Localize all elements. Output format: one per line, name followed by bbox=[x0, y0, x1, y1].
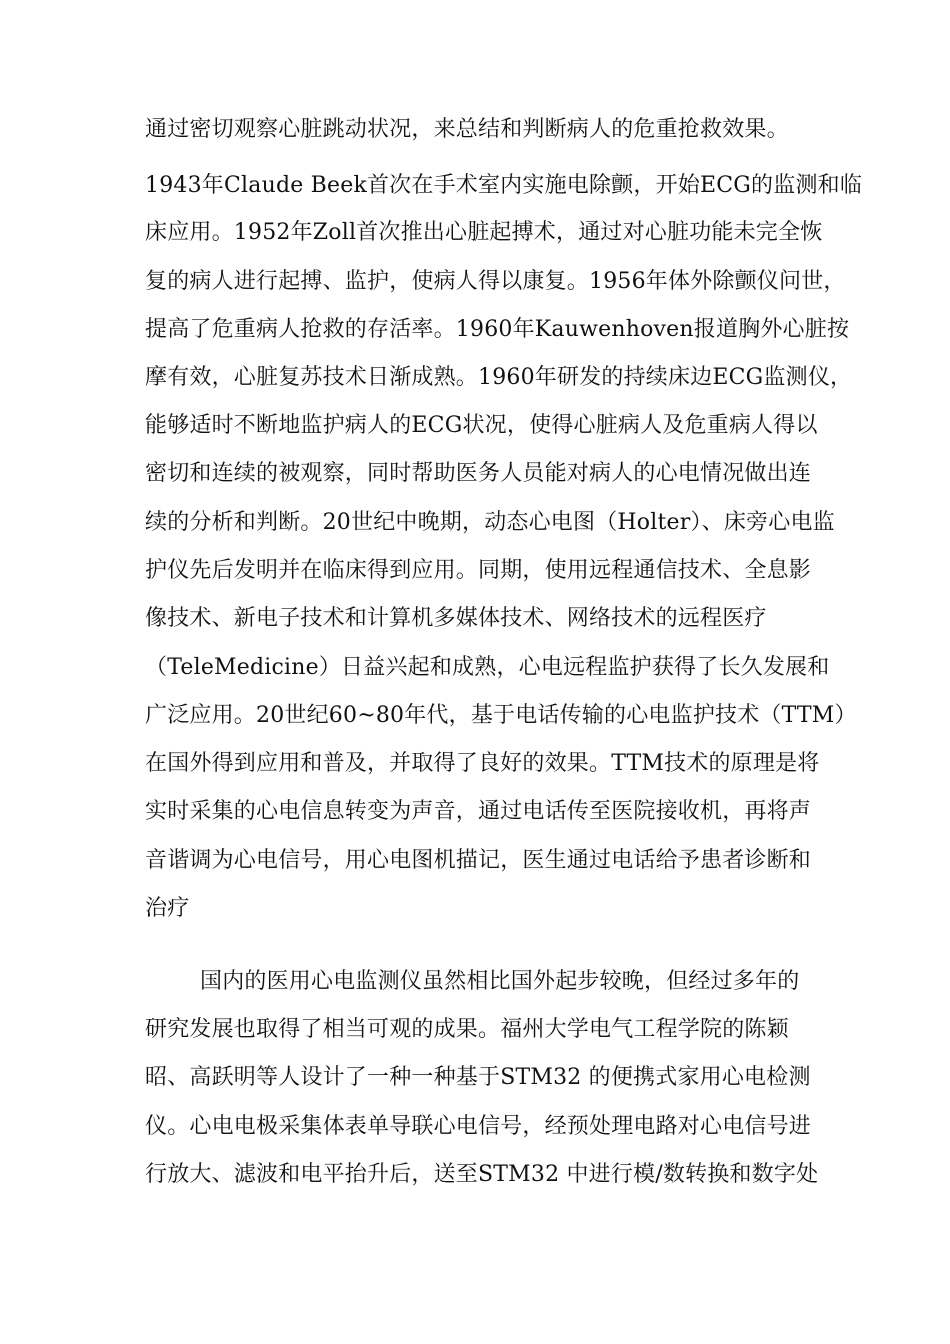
text-line: 提高了危重病人抢救的存活率。1960年Kauwenhoven报道胸外心脏按 bbox=[145, 317, 850, 342]
text-line: 1943年Claude Beek首次在手术室内实施电除颤，开始ECG的监测和临 bbox=[145, 173, 863, 198]
text-line: 通过密切观察心脏跳动状况，来总结和判断病人的危重抢救效果。 bbox=[145, 117, 789, 142]
text-line: 国内的医用心电监测仪虽然相比国外起步较晚，但经过多年的 bbox=[200, 969, 800, 994]
text-line: 护仪先后发明并在临床得到应用。同期，使用远程通信技术、全息影 bbox=[145, 558, 812, 583]
document-page bbox=[145, 112, 863, 1312]
text-line: 广泛应用。20世纪60~80年代，基于电话传输的心电监护技术（TTM） bbox=[145, 703, 857, 728]
text-line: 昭、高跃明等人设计了一种一种基于STM32 的便携式家用心电检测 bbox=[145, 1065, 811, 1090]
text-line: 仪。心电电极采集体表单导联心电信号，经预处理电路对心电信号进 bbox=[145, 1114, 812, 1139]
text-line: 复的病人进行起搏、监护，使病人得以康复。1956年体外除颤仪问世， bbox=[145, 269, 846, 294]
text-line: 能够适时不断地监护病人的ECG状况，使得心脏病人及危重病人得以 bbox=[145, 413, 818, 438]
text-line: 续的分析和判断。20世纪中晚期，动态心电图（Holter）、床旁心电监 bbox=[145, 510, 835, 535]
text-line: 研究发展也取得了相当可观的成果。福州大学电气工程学院的陈颖 bbox=[145, 1017, 789, 1042]
text-line: 行放大、滤波和电平抬升后，送至STM32 中进行模/数转换和数字处 bbox=[145, 1162, 819, 1187]
text-line: 音谐调为心电信号，用心电图机描记，医生通过电话给予患者诊断和 bbox=[145, 848, 812, 873]
text-line: 床应用。1952年Zoll首次推出心脏起搏术，通过对心脏功能未完全恢 bbox=[145, 220, 823, 245]
text-line: 在国外得到应用和普及，并取得了良好的效果。TTM技术的原理是将 bbox=[145, 751, 820, 776]
text-line: 密切和连续的被观察，同时帮助医务人员能对病人的心电情况做出连 bbox=[145, 461, 812, 486]
text-line: 像技术、新电子技术和计算机多媒体技术、网络技术的远程医疗 bbox=[145, 606, 767, 631]
text-line: 治疗 bbox=[145, 896, 190, 921]
text-line: 实时采集的心电信息转变为声音，通过电话传至医院接收机，再将声 bbox=[145, 799, 812, 824]
text-line: 摩有效，心脏复苏技术日渐成熟。1960年研发的持续床边ECG监测仪， bbox=[145, 365, 853, 390]
text-line: （TeleMedicine）日益兴起和成熟，心电远程监护获得了长久发展和 bbox=[145, 655, 830, 680]
